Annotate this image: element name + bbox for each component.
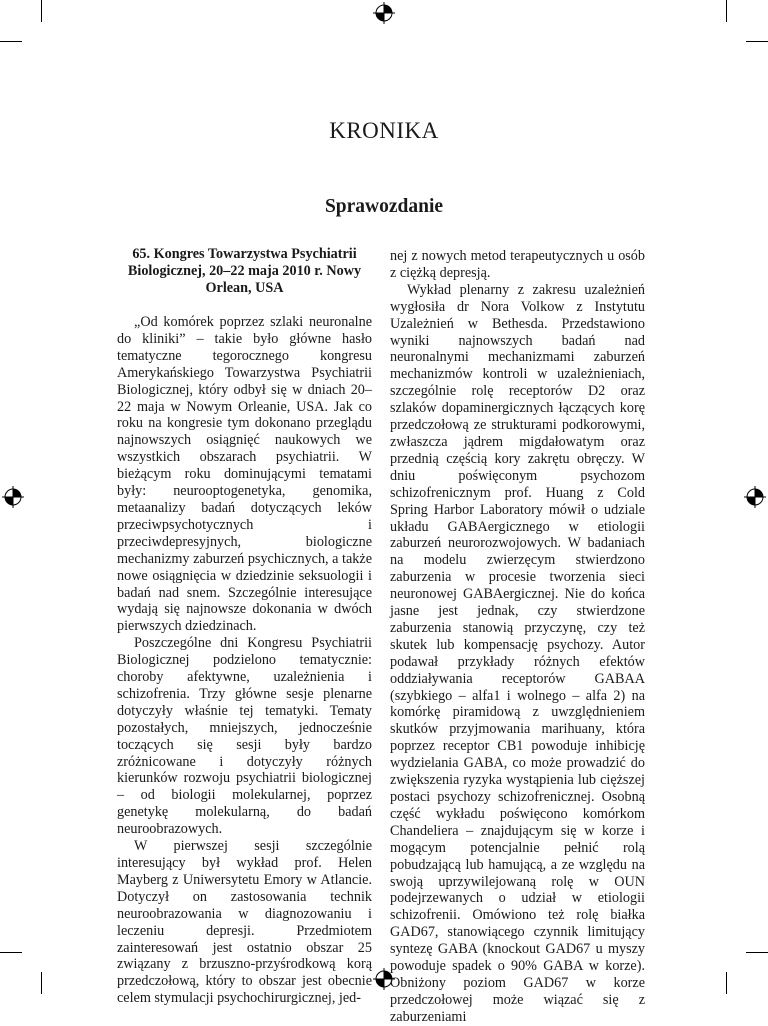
section-title: KRONIKA (329, 118, 439, 143)
right-column (390, 248, 645, 1026)
congress-heading: 65. Kongres Towarzystwa Psychiatrii Biologicznej, 20–22 maja 2010 r. Nowy Orlean, USA (127, 246, 362, 296)
crop-mark-top-left (41, 0, 42, 22)
crop-mark-left-top (0, 41, 22, 42)
crop-mark-bottom-right (726, 972, 727, 994)
article-title: Sprawozdanie (324, 196, 444, 217)
paragraph: nej z nowych metod terapeutycznych u osób z ciężką depresją. (390, 248, 645, 281)
crop-mark-left-bottom (0, 952, 22, 953)
paragraph: „Od komórek poprzez szlaki neuronalne do kliniki” – takie było główne hasło tematyczne tegorocznego kongresu Amerykańskiego Towarzystwa Psychiatrii Biologicznej, który odbył się w dniach 20–22 maja w Nowym Orleanie, USA. Jak co roku na kongresie tym dokonano przeglądu najnowszych osiągnięć naukowych we wszystkich obszarach psychiatrii. W bieżącym roku dominującymi tematami były: neurooptogenetyka, genomika, metaanalizy badań dotyczących leków przeciwpsychotycznych i przeciwdepresyjnych, biologiczne mechanizmy zaburzeń psychicznych, a także nowe osiągnięcia w dziedzinie seksuologii i badań nad snem. Szczególnie interesujące wydają się najnowsze dokonania w dwóch pierwszych dziedzinach. (117, 314, 372, 635)
registration-mark-left (2, 486, 24, 508)
crop-mark-top-right (726, 0, 727, 22)
left-column (117, 246, 372, 1007)
crop-mark-bottom-left (41, 972, 42, 994)
paragraph: Wykład plenarny z zakresu uzależnień wygłosiła dr Nora Volkow z Instytutu Uzależnień w Bethesda. Przedstawiono wyniki najnowszych badań nad neuronalnymi mechanizmami zaburzeń mechanizmów kontroli w uzależnieniach, szczególnie rolę receptorów D2 oraz szlaków dopaminergicznych łączących korę przedczołową ze strukturami podkorowymi, zwłaszcza jądrem migdałowatym oraz przednią częścią kory zakrętu obręczy. W dniu poświęconym psychozom schizofrenicznym prof. Huang z Cold Spring Harbor Laboratory mówił o udziale układu GABAergicznego w etiologii zaburzeń neurorozwojowych. W badaniach na modelu zwierzęcym stwierdzono zaburzenia w procesie tworzenia sieci neuronowej GABAergicznej. Nie do końca jasne jest jednak, czy stwierdzone zaburzenia stanowią przyczynę, czy też skutek lub kompensację psychozy. Autor podawał przykłady różnych efektów oddziaływania receptorów GABAA (szybkiego – alfa1 i wolnego – alfa 2) na komórkę piramidową z uwzględnieniem skutków przyjmowania marihuany, która poprzez receptor CB1 powoduje inhibicję wydzielania GABA, co może prowadzić do zwiększenia ryzyka wystąpienia lub cięższej postaci psychozy schizofrenicznej. Osobną część wykładu poświęcono komórkom Chandeliera – znajdującym się w korze i mogącym potencjalnie pełnić rolą pobudzającą lub hamującą, a ze względu na swoją uprzywilejowaną rolę w OUN podejrzewanych o udział w etiologii schizofrenii. Omówiono też rolę białka GAD67, stanowiącego czynnik limitujący syntezę GABA (knockout GAD67 u myszy powoduje spadek o 90% GABA w korze). Obniżony poziom GAD67 w korze przedczołowej może wiązać się z zaburzeniami (390, 281, 645, 1025)
crop-mark-right-top (746, 41, 768, 42)
registration-mark-right (744, 486, 766, 508)
paragraph: Poszczególne dni Kongresu Psychiatrii Biologicznej podzielono tematycznie: choroby afektywne, uzależnienia i schizofrenia. Trzy główne sesje plenarne dotyczyły właśnie tej tematyki. Tematy pozostałych, mniejszych, jednocześnie toczących się sesji były bardzo zróżnicowane i dotyczyły różnych kierunków rozwoju psychiatrii biologicznej – od biologii molekularnej, poprzez genetykę molekularną, do badań neuroobrazowych. (117, 635, 372, 838)
registration-mark-top (373, 2, 395, 24)
crop-mark-right-bottom (746, 952, 768, 953)
paragraph: W pierwszej sesji szczególnie interesujący był wykład prof. Helen Mayberg z Uniwersytetu Emory w Atlancie. Dotyczył on zastosowania technik neuroobrazowania w diagnozowaniu i leczeniu depresji. Przedmiotem zainteresowań jest ostatnio obszar 25 związany z brzuszno-przyśrodkową korą przedczołową, który to obszar jest obecnie celem stymulacji psychochirurgicznej, jed- (117, 838, 372, 1007)
